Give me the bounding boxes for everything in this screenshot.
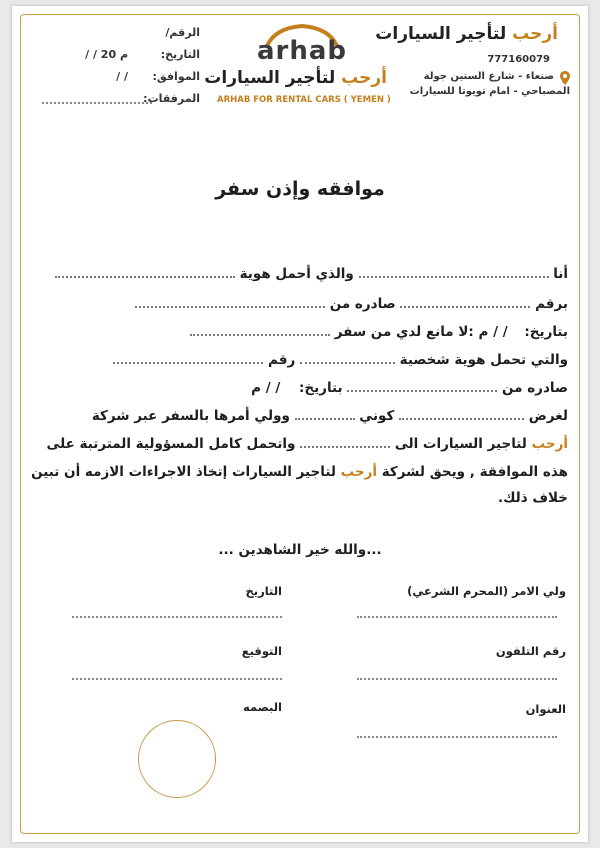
- relation-field[interactable]: [295, 418, 355, 420]
- attachments-label: المرفقات:: [143, 92, 200, 105]
- body-line-1: [55, 266, 568, 282]
- company-name-prefix: أرحب: [512, 24, 558, 44]
- id-holder-label: والذي أحمل هوية: [239, 266, 354, 282]
- brand-mention-2: أرحب: [340, 464, 378, 480]
- body-line-7: [46, 436, 568, 452]
- id-type-field[interactable]: [55, 276, 235, 278]
- personal-id-label: والتي تحمل هوية شخصية: [399, 352, 568, 368]
- document-title: موافقه وإذن سفر: [215, 178, 385, 200]
- company-address-line2: المصباحي - امام تويوتا للسيارات: [409, 86, 570, 97]
- purpose-field[interactable]: [399, 418, 524, 420]
- no-objection-text: / / م :لا مانع لدي من سفر: [334, 324, 508, 340]
- consent-text-a: هذه الموافقة , ويحق لشركة: [381, 464, 568, 480]
- fingerprint-circle[interactable]: [138, 720, 216, 798]
- issued-from-field-2[interactable]: [347, 390, 497, 392]
- date-sign-line[interactable]: [72, 616, 282, 618]
- body-line-5: [251, 380, 568, 396]
- body-line-3: [190, 324, 568, 340]
- guardian-travel-text: وولي أمرها بالسفر عبر شركة: [91, 408, 290, 424]
- company-name: [375, 24, 558, 44]
- witness-title: ...والله خير الشاهدين ...: [218, 542, 382, 558]
- purpose-label: لغرض: [528, 408, 568, 424]
- address-line[interactable]: [357, 736, 557, 738]
- date-sign-label: التاريخ: [245, 584, 282, 598]
- fingerprint-label: البصمه: [243, 700, 282, 714]
- rental-destination-label: لتاجير السيارات الى: [394, 436, 527, 452]
- phone-line[interactable]: [357, 678, 557, 680]
- body-line-2: [135, 296, 568, 312]
- guardian-line[interactable]: [357, 616, 557, 618]
- personal-id-number-field[interactable]: [113, 362, 263, 364]
- relation-label: كوني: [359, 408, 395, 424]
- logo-arabic-name: [204, 68, 387, 88]
- date-label: التاريخ:: [160, 48, 200, 61]
- issue-date-label: بتاريخ:: [524, 324, 568, 340]
- location-pin-icon: [560, 70, 570, 84]
- logo: [204, 20, 391, 112]
- body-line-8: [31, 464, 568, 480]
- date-value: / / 20 م: [85, 48, 128, 61]
- company-name-rest: لتأجير السيارات: [375, 24, 513, 44]
- name-label: أنا: [553, 266, 568, 282]
- body-line-9: خلاف ذلك.: [497, 490, 568, 506]
- page-frame: [20, 14, 580, 834]
- signature-label: التوقيع: [241, 644, 282, 658]
- guardian-label: ولي الامر (المحرم الشرعي): [407, 584, 566, 598]
- number-label: رقم: [268, 352, 296, 368]
- logo-arabic-prefix: أرحب: [341, 68, 387, 88]
- body-line-6: [92, 408, 568, 424]
- signature-line[interactable]: [72, 678, 282, 680]
- logo-text: arhab: [256, 36, 348, 66]
- issue-date-value-2: / / م: [251, 380, 281, 396]
- personal-id-field[interactable]: [300, 362, 395, 364]
- issued-from-label-2: صادره من: [502, 380, 568, 396]
- attachments-line: [42, 102, 152, 104]
- consent-text-b: لتاجير السيارات إتخاذ الاجراءات الازمه أن تبين: [31, 464, 336, 480]
- phone-label: رقم التلفون: [495, 644, 566, 658]
- ref-label: الرقم/: [165, 26, 200, 39]
- traveler-name-field[interactable]: [190, 334, 330, 336]
- company-address-line1: صنعاء - شارع الستين جولة: [423, 71, 554, 82]
- hijri-value: / /: [116, 70, 128, 83]
- brand-mention-1: أرحب: [531, 436, 568, 452]
- issued-from-label: صادره من: [329, 296, 396, 312]
- name-field[interactable]: [359, 276, 549, 278]
- id-number-field[interactable]: [400, 306, 530, 308]
- company-phone: 777160079: [487, 54, 550, 65]
- responsibility-text: واتحمل كامل المسؤولية المترتبة على: [46, 436, 296, 452]
- body-line-4: [113, 352, 568, 368]
- id-number-label: برقم: [535, 296, 568, 312]
- address-label: العنوان: [525, 702, 566, 716]
- destination-field[interactable]: [300, 446, 390, 448]
- issued-from-field[interactable]: [135, 306, 325, 308]
- document-page: [12, 6, 588, 842]
- hijri-label: الموافق:: [152, 70, 200, 83]
- issue-date-label-2: بتاريخ:: [298, 380, 343, 396]
- logo-tagline: ARHAB FOR RENTAL CARS ( YEMEN ): [217, 95, 391, 105]
- logo-arabic-rest: لتأجير السيارات: [204, 68, 342, 88]
